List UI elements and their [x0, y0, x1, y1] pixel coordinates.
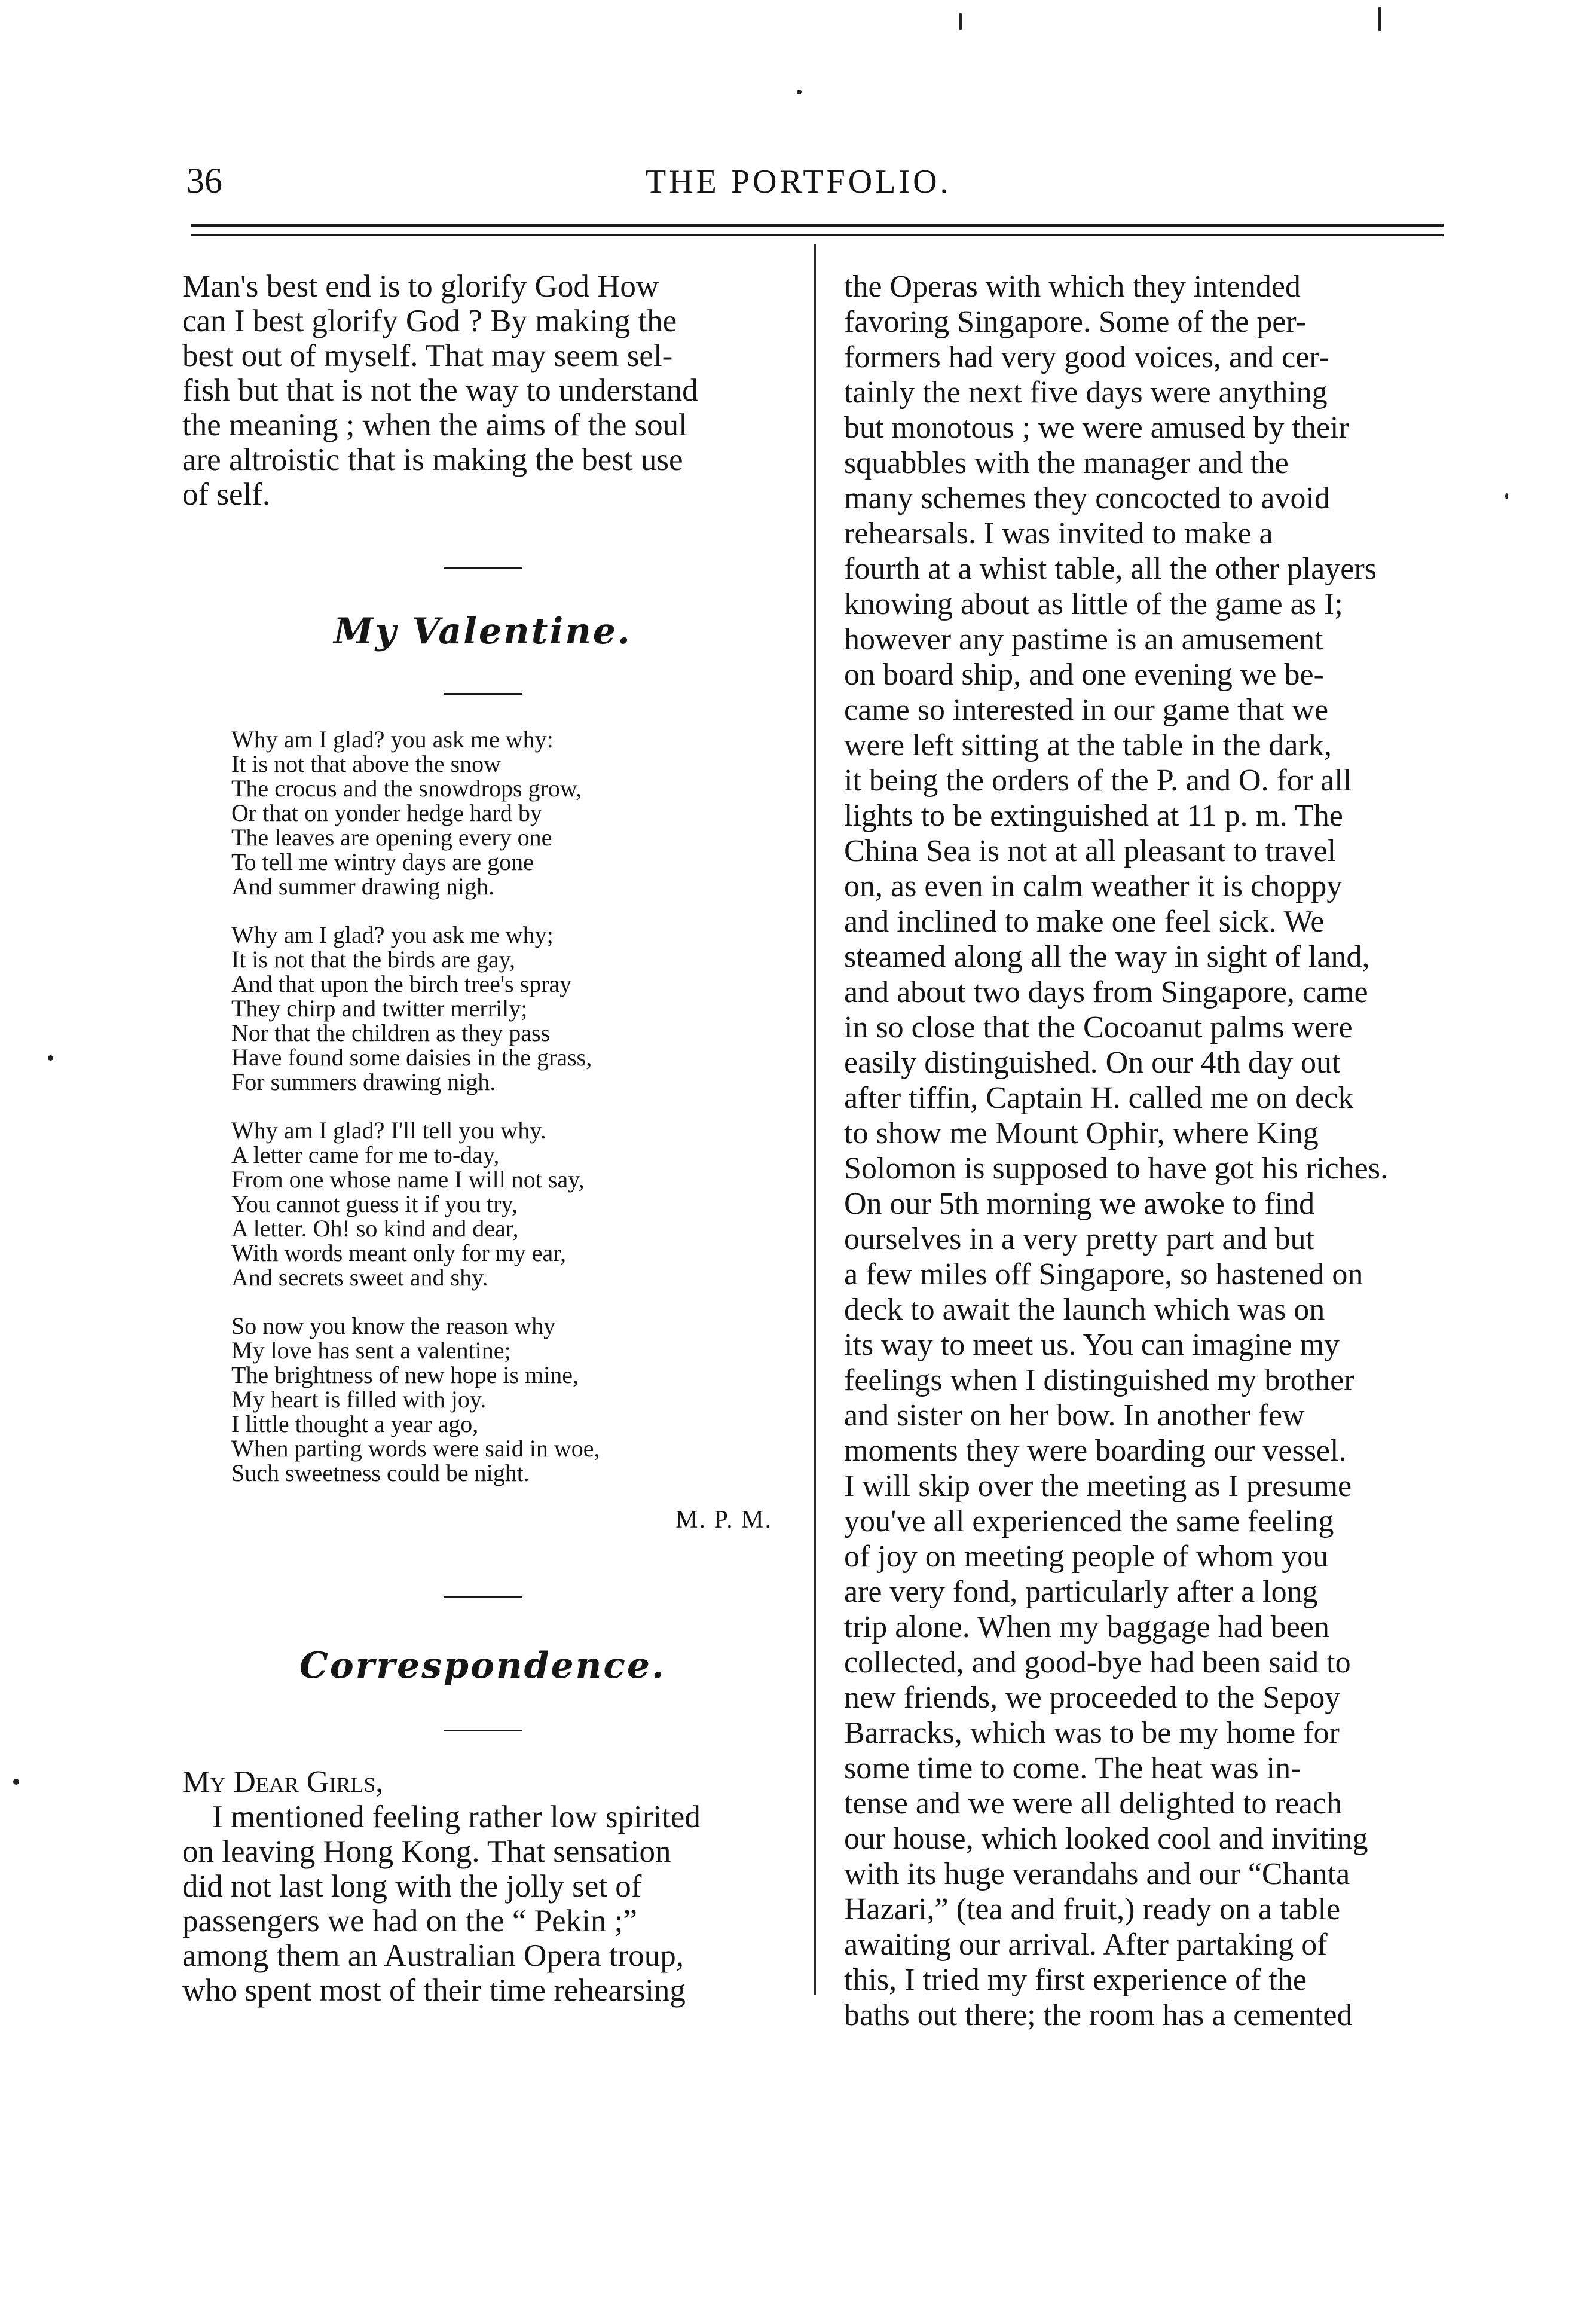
- text-line: came so interested in our game that we: [844, 693, 1329, 727]
- text-line: fourth at a whist table, all the other players: [844, 552, 1377, 586]
- column-divider: [814, 244, 816, 1995]
- poem-title: My Valentine.: [334, 610, 632, 652]
- poem-line: Why am I glad? I'll tell you why.: [231, 1117, 546, 1144]
- text-line: its way to meet us. You can imagine my: [844, 1328, 1340, 1362]
- poem-line: It is not that the birds are gay,: [231, 946, 516, 973]
- poem-stanza: [231, 1314, 783, 1485]
- text-line: on leaving Hong Kong. That sensation: [182, 1834, 671, 1869]
- text-line: you've all experienced the same feeling: [844, 1504, 1334, 1538]
- text-line: a few miles off Singapore, so hastened on: [844, 1257, 1363, 1291]
- text-line: on board ship, and one evening we be-: [844, 658, 1324, 692]
- text-line: Man's best end is to glorify God How: [182, 269, 659, 304]
- text-line: On our 5th morning we awoke to find: [844, 1187, 1315, 1221]
- text-line: did not last long with the jolly set of: [182, 1869, 642, 1904]
- text-line: rehearsals. I was invited to make a: [844, 517, 1273, 551]
- poem-line: Or that on yonder hedge hard by: [231, 799, 542, 826]
- text-line: formers had very good voices, and cer-: [844, 340, 1329, 374]
- poem-stanza: [231, 727, 783, 899]
- poem-line: And that upon the birch tree's spray: [231, 970, 572, 997]
- poem-line: You cannot guess it if you try,: [231, 1190, 518, 1217]
- poem-line: Why am I glad? you ask me why;: [231, 921, 554, 948]
- poem-line: My heart is filled with joy.: [231, 1386, 487, 1413]
- scan-speck: [1378, 7, 1381, 31]
- letter-continued: [844, 269, 1448, 2033]
- text-line: best out of myself. That may seem sel-: [182, 338, 673, 373]
- text-line: fish but that is not the way to understand: [182, 373, 698, 408]
- right-column: [844, 269, 1448, 2033]
- running-title: THE PORTFOLIO.: [646, 163, 952, 200]
- text-line: our house, which looked cool and inviting: [844, 1822, 1368, 1856]
- poem-line: A letter came for me to-day,: [231, 1141, 500, 1168]
- poem: [231, 727, 783, 1485]
- text-line: passengers we had on the “ Pekin ;”: [182, 1904, 637, 1938]
- intro-paragraph: [182, 269, 783, 512]
- text-line: and inclined to make one feel sick. We: [844, 905, 1325, 939]
- poem-line: The brightness of new hope is mine,: [231, 1361, 579, 1388]
- page-number: 36: [186, 161, 222, 200]
- header-rule-thin: [191, 234, 1444, 236]
- text-line: after tiffin, Captain H. called me on deck: [844, 1081, 1354, 1115]
- text-line: it being the orders of the P. and O. for all: [844, 764, 1352, 798]
- poem-line: Such sweetness could be night.: [231, 1459, 530, 1486]
- scan-speck: [797, 90, 802, 94]
- poem-line: So now you know the reason why: [231, 1312, 556, 1339]
- poem-line: They chirp and twitter merrily;: [231, 995, 528, 1022]
- text-line: I will skip over the meeting as I presume: [844, 1469, 1352, 1503]
- poem-stanza: [231, 1118, 783, 1290]
- text-line: easily distinguished. On our 4th day out: [844, 1046, 1341, 1080]
- scan-speck: [13, 1779, 19, 1785]
- text-line: the Operas with which they intended: [844, 270, 1301, 304]
- text-line: collected, and good-bye had been said to: [844, 1645, 1351, 1679]
- text-line: in so close that the Cocoanut palms were: [844, 1010, 1353, 1045]
- poem-line: Why am I glad? you ask me why:: [231, 726, 554, 753]
- poem-line: Have found some daisies in the grass,: [231, 1044, 592, 1071]
- text-line: many schemes they concocted to avoid: [844, 481, 1330, 515]
- text-line: but monotous ; we were amused by their: [844, 411, 1349, 445]
- poem-line: And summer drawing nigh.: [231, 873, 494, 900]
- poem-line: My love has sent a valentine;: [231, 1337, 511, 1364]
- text-line: with its huge verandahs and our “Chanta: [844, 1857, 1350, 1891]
- text-line: new friends, we proceeded to the Sepoy: [844, 1681, 1341, 1715]
- text-line: baths out there; the room has a cemented: [844, 1998, 1353, 2032]
- text-line: to show me Mount Ophir, where King: [844, 1116, 1319, 1150]
- text-line: and about two days from Singapore, came: [844, 975, 1368, 1009]
- text-line: and sister on her bow. In another few: [844, 1398, 1305, 1433]
- poem-line: It is not that above the snow: [231, 750, 502, 777]
- text-line: knowing about as little of the game as I;: [844, 587, 1343, 621]
- text-line: lights to be extinguished at 11 p. m. The: [844, 799, 1343, 833]
- poem-signature: M. P. M.: [675, 1506, 772, 1534]
- text-line: favoring Singapore. Some of the per-: [844, 305, 1306, 339]
- poem-line: With words meant only for my ear,: [231, 1239, 566, 1266]
- text-line: steamed along all the way in sight of land,: [844, 940, 1370, 974]
- text-line: tainly the next five days were anything: [844, 375, 1328, 410]
- text-line: awaiting our arrival. After partaking of: [844, 1928, 1328, 1962]
- text-line: can I best glorify God ? By making the: [182, 304, 677, 338]
- letter-salutation: [182, 1765, 783, 1800]
- poem-stanza: [231, 923, 783, 1094]
- poem-line: The leaves are opening every one: [231, 824, 552, 851]
- text-line: Solomon is supposed to have got his riches.: [844, 1152, 1388, 1186]
- poem-line: To tell me wintry days are gone: [231, 848, 534, 875]
- text-line: moments they were boarding our vessel.: [844, 1434, 1347, 1468]
- text-line: deck to await the launch which was on: [844, 1293, 1325, 1327]
- letter-paragraph: [182, 1800, 783, 2008]
- text-line: tense and we were all delighted to reach: [844, 1786, 1343, 1821]
- text-line: ourselves in a very pretty part and but: [844, 1222, 1314, 1256]
- scan-speck: [48, 1055, 53, 1061]
- text-line: of joy on meeting people of whom you: [844, 1540, 1329, 1574]
- salutation-text: My Dear Girls,: [182, 1765, 384, 1799]
- text-line: who spent most of their time rehearsing: [182, 1973, 686, 2008]
- text-line: are altroistic that is making the best use: [182, 442, 683, 477]
- text-line: this, I tried my first experience of the: [844, 1963, 1307, 1997]
- text-line: squabbles with the manager and the: [844, 446, 1289, 480]
- correspondence-title: Correspondence.: [299, 1645, 666, 1687]
- poem-line: From one whose name I will not say,: [231, 1166, 585, 1193]
- text-line: were left sitting at the table in the dark,: [844, 728, 1332, 762]
- poem-line: And secrets sweet and shy.: [231, 1264, 488, 1291]
- text-line: on, as even in calm weather it is choppy: [844, 869, 1343, 903]
- text-line: some time to come. The heat was in-: [844, 1751, 1301, 1785]
- poem-line: A letter. Oh! so kind and dear,: [231, 1215, 519, 1242]
- text-line: China Sea is not at all pleasant to travel: [844, 834, 1337, 868]
- text-line: however any pastime is an amusement: [844, 622, 1323, 656]
- scan-speck: [1505, 493, 1508, 499]
- text-line: are very fond, particularly after a long: [844, 1575, 1318, 1609]
- text-line: Barracks, which was to be my home for: [844, 1716, 1340, 1750]
- text-line: trip alone. When my baggage had been: [844, 1610, 1329, 1644]
- header-rule: [191, 224, 1444, 227]
- text-line: I mentioned feeling rather low spirited: [212, 1800, 701, 1834]
- poem-line: When parting words were said in woe,: [231, 1435, 600, 1462]
- poem-line: For summers drawing nigh.: [231, 1068, 496, 1095]
- text-line: Hazari,” (tea and fruit,) ready on a table: [844, 1892, 1341, 1926]
- text-line: among them an Australian Opera troup,: [182, 1938, 684, 1973]
- text-line: of self.: [182, 477, 271, 512]
- poem-line: Nor that the children as they pass: [231, 1019, 551, 1046]
- poem-line: The crocus and the snowdrops grow,: [231, 775, 582, 802]
- left-column: [182, 269, 783, 2008]
- text-line: feelings when I distinguished my brother: [844, 1363, 1354, 1397]
- poem-line: I little thought a year ago,: [231, 1410, 479, 1437]
- scan-speck: [959, 13, 962, 30]
- text-line: the meaning ; when the aims of the soul: [182, 408, 687, 442]
